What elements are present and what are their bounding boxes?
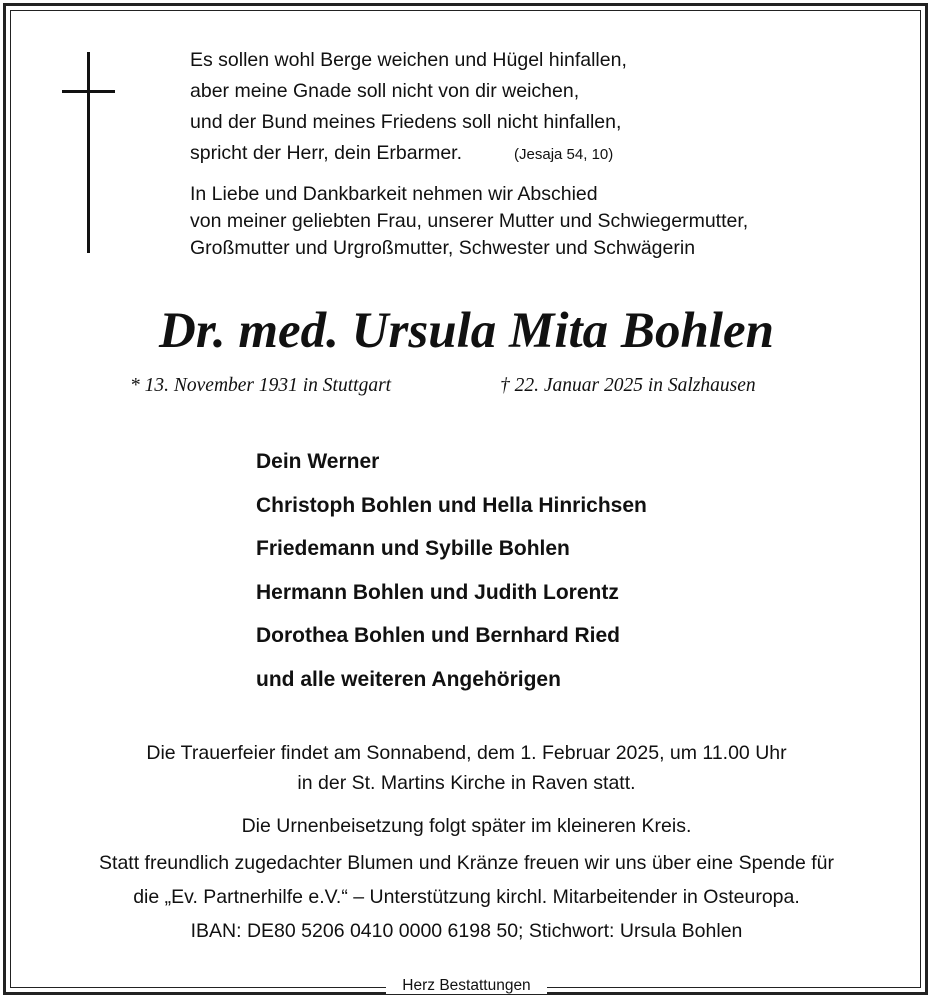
- farewell-intro: [190, 181, 748, 262]
- donation-line: die „Ev. Partnerhilfe e.V.“ – Unterstützung kirchl. Mitarbeitender in Osteuropa.: [133, 886, 800, 908]
- intro-line: In Liebe und Dankbarkeit nehmen wir Abschied: [190, 183, 598, 205]
- mourner-name: und alle weiteren Angehörigen: [256, 667, 561, 691]
- verse-line: und der Bund meines Friedens soll nicht hinfallen,: [190, 111, 622, 133]
- mourner-name: Dein Werner: [256, 450, 380, 473]
- donation-line: IBAN: DE80 5206 0410 0000 6198 50; Stichwort: Ursula Bohlen: [190, 920, 743, 942]
- funeral-service-info: [0, 738, 933, 798]
- mourner-name: Friedemann und Sybille Bohlen: [256, 537, 570, 560]
- intro-line: von meiner geliebten Frau, unserer Mutter und Schwiegermutter,: [190, 210, 749, 232]
- service-line: in der St. Martins Kirche in Raven statt.: [297, 772, 636, 794]
- mourners-list: [256, 448, 647, 709]
- footer: [0, 977, 933, 995]
- donation-info: [0, 846, 933, 948]
- donation-line: Statt freundlich zugedachter Blumen und Kränze freuen wir uns über eine Spende für: [99, 852, 834, 874]
- mourner-name: Hermann Bohlen und Judith Lorentz: [256, 580, 619, 604]
- mourner-name: Dorothea Bohlen und Bernhard Ried: [256, 624, 621, 647]
- bible-verse: [190, 45, 627, 170]
- death-date: † 22. Januar 2025 in Salzhausen: [500, 375, 756, 396]
- urn-burial-note: Die Urnenbeisetzung folgt später im kleineren Kreis.: [241, 815, 692, 837]
- verse-line: aber meine Gnade soll nicht von dir weichen,: [190, 80, 580, 102]
- birth-date: * 13. November 1931 in Stuttgart: [130, 375, 392, 396]
- verse-reference: (Jesaja 54, 10): [514, 146, 614, 163]
- verse-line: spricht der Herr, dein Erbarmer.: [190, 142, 463, 164]
- undertaker-credit: Herz Bestattungen: [386, 977, 546, 994]
- verse-line: Es sollen wohl Berge weichen und Hügel hinfallen,: [190, 49, 627, 71]
- intro-line: Großmutter und Urgroßmutter, Schwester und Schwägerin: [190, 237, 696, 259]
- service-line: Die Trauerfeier findet am Sonnabend, dem 1. Februar 2025, um 11.00 Uhr: [146, 742, 787, 764]
- mourner-name: Christoph Bohlen und Hella Hinrichsen: [256, 493, 647, 517]
- deceased-name: Dr. med. Ursula Mita Bohlen: [159, 303, 774, 359]
